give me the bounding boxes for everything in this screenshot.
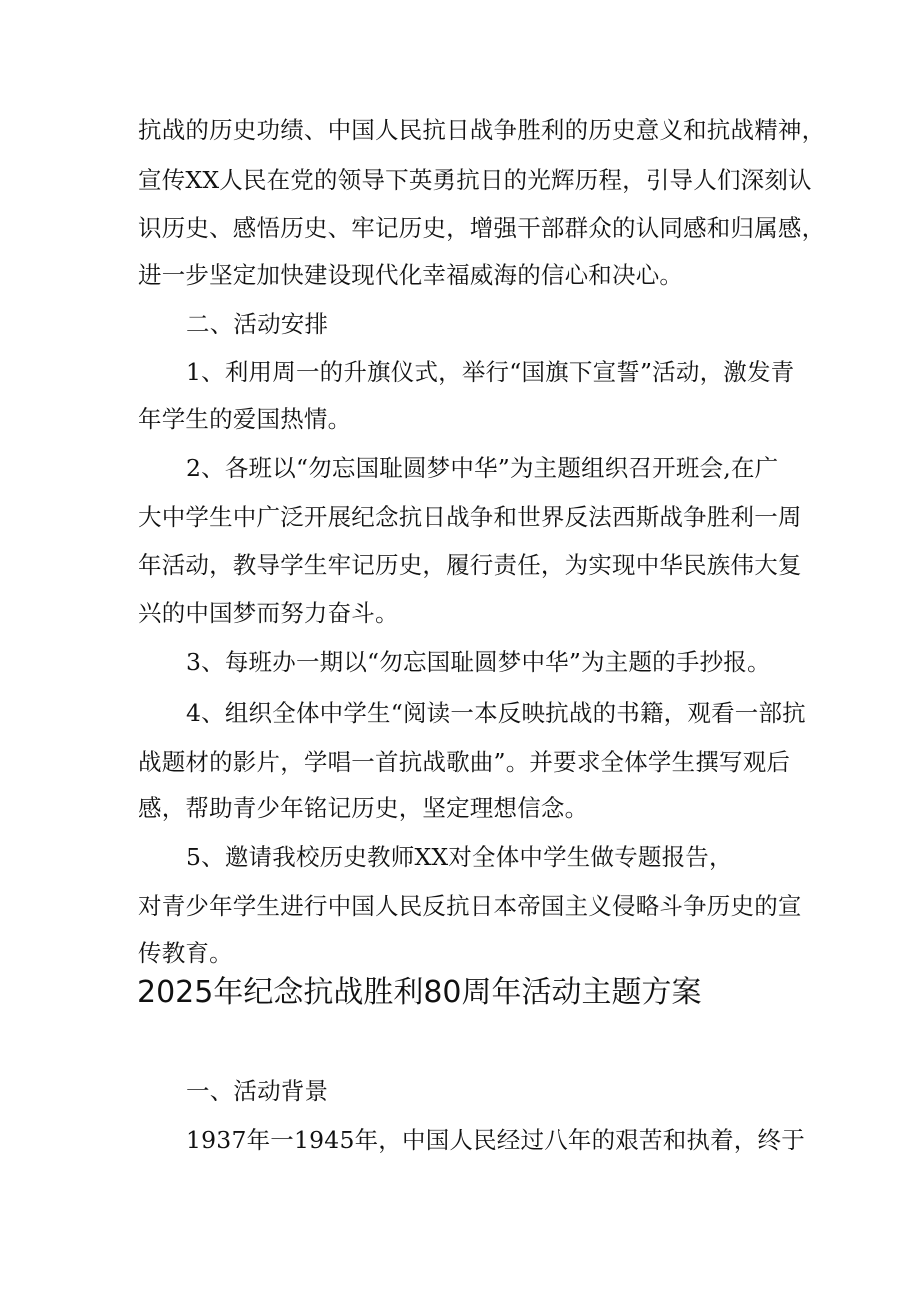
item2-line-1: 2、各班以“勿忘国耻圆梦中华”为主题组织召开班会,在广 [186,454,779,482]
item2-line-4: 兴的中国梦而努力奋斗。 [138,599,399,627]
item1-line-2: 年学生的爱国热情。 [138,405,352,433]
intro-line-3: 识历史、感悟历史、牢记历史，增强干部群众的认同感和归属感， [138,214,826,242]
item2-line-3: 年活动，教导学生牢记历史，履行责任，为实现中华民族伟大复 [138,551,802,579]
item4-line-1: 4、组织全体中学生“阅读一本反映抗战的书籍，观看一部抗 [186,699,806,727]
section2-heading: 二、活动安排 [186,310,329,338]
item5-line-2: 对青少年学生进行中国人民反抗日本帝国主义侵略斗争历史的宣 [138,892,802,920]
item4-line-3: 感，帮助青少年铭记历史，坚定理想信念。 [138,794,589,822]
item5-line-1: 5、邀请我校历史教师XX对全体中学生做专题报告， [186,843,733,871]
background-line-1: 1937年一1945年，中国人民经过八年的艰苦和执着，终于 [186,1126,805,1154]
intro-line-4: 进一步坚定加快建设现代化幸福威海的信心和决心。 [138,261,684,289]
document-title: 2025年纪念抗战胜利80周年活动主题方案 [137,975,702,1010]
intro-line-1: 抗战的历史功绩、中国人民抗日战争胜利的历史意义和抗战精神， [138,116,826,144]
intro-line-2: 宣传XX人民在党的领导下英勇抗日的光辉历程，引导人们深刻认 [138,166,812,194]
item1-line-1: 1、利用周一的升旗仪式，举行“国旗下宣誓”活动，激发青 [186,358,795,386]
item5-line-3: 传教育。 [138,939,233,967]
item2-line-2: 大中学生中广泛开展纪念抗日战争和世界反法西斯战争胜利一周 [138,503,802,531]
section1-heading: 一、活动背景 [186,1077,329,1105]
item3-line-1: 3、每班办一期以“勿忘国耻圆梦中华”为主题的手抄报。 [186,648,771,676]
item4-line-2: 战题材的影片，学唱一首抗战歌曲”。并要求全体学生撰写观后 [138,748,791,776]
